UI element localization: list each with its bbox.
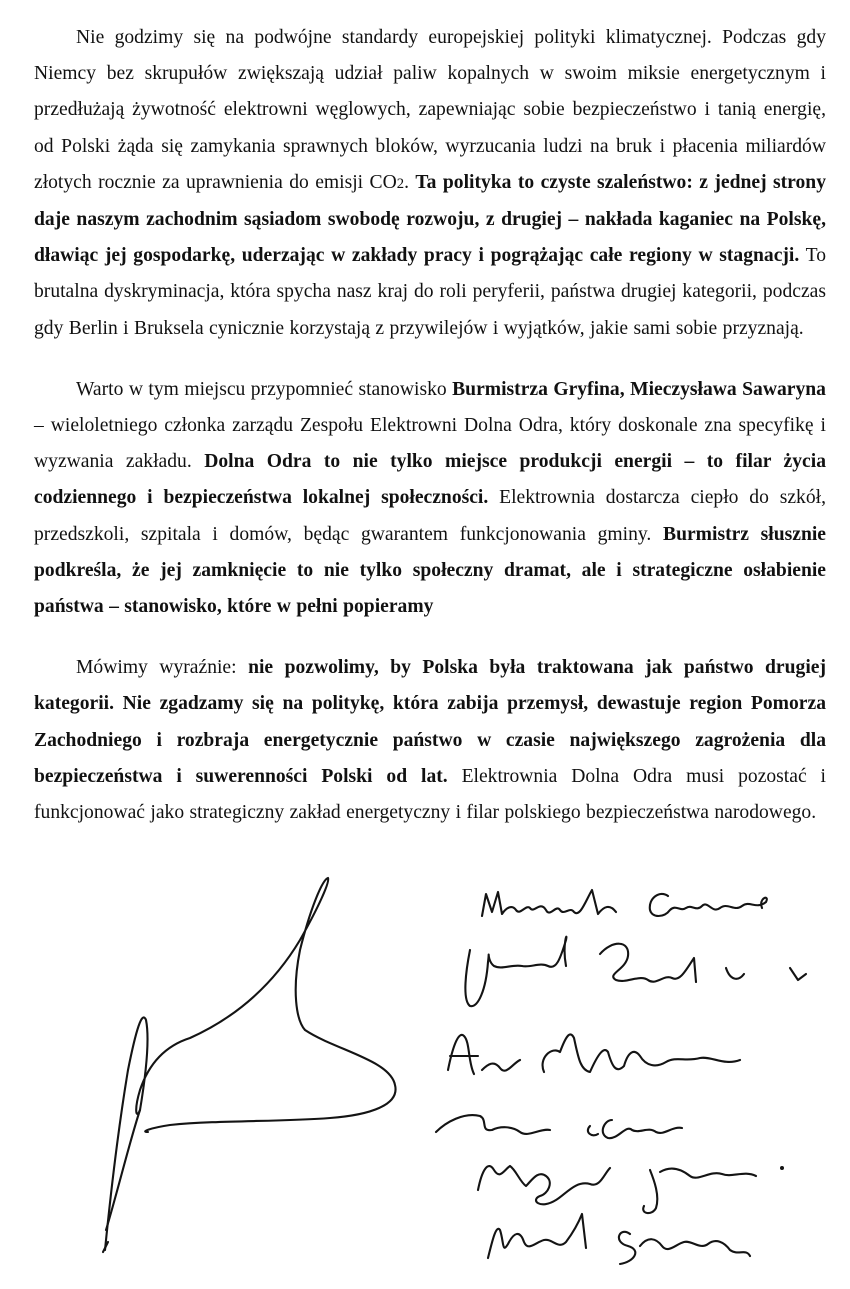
paragraph-1 bbox=[34, 20, 826, 347]
paragraph-1-punct: . bbox=[404, 171, 416, 193]
paragraph-2-intro: Warto w tym miejscu przypomnieć stanowisko bbox=[76, 378, 453, 400]
paragraph-2 bbox=[34, 372, 826, 625]
paragraph-2-text: – wieloletniego członka zarządu Zespołu Elektrowni Dolna Odra, który doskonale zna specyfikę i wyzwania zakładu. bbox=[34, 415, 826, 473]
paragraph-2-bold-1: Dolna Odra to nie tylko miejsce produkcji energii – to filar życia codziennego i bezpieczeństwa lokalnej społeczności. bbox=[34, 451, 826, 509]
signatures-area bbox=[0, 870, 850, 1289]
paragraph-3 bbox=[34, 650, 826, 831]
co2-subscript: 2 bbox=[396, 175, 405, 192]
signature-szalabawka bbox=[448, 1034, 740, 1074]
paragraph-3-bold: nie pozwolimy, by Polska była traktowana jak państwo drugiej kategorii. Nie zgadzamy się na politykę, która zabija przemysł, dewastuje region Pomorza Zachodniego i rozbraja energetycznie państwo w czasie największego zagrożenia dla bezpieczeństwa i suwerenności Polski od lat. bbox=[34, 657, 826, 787]
signature-dobrzynski bbox=[436, 1115, 682, 1138]
paragraph-1-bold: Ta polityka to czyste szaleństwo: z jednej strony daje naszym zachodnim sąsiadom swobodę rozwoju, z drugiej – nakłada kaganiec na Polskę, dławiąc jej gospodarkę, uderzając w zakłady pracy i pogrążając całe regiony w stagnacji. bbox=[34, 171, 826, 267]
paragraph-2-mid: Elektrownia dostarcza ciepło do szkół, przedszkoli, szpitala i domów, będąc gwarantem funkcjonowania gminy. bbox=[34, 487, 826, 545]
mayor-name: Burmistrza Gryfina, Mieczysława Sawaryna bbox=[452, 378, 826, 400]
paragraph-1-text: Nie godzimy się na podwójne standardy europejskiej polityki klimatycznej. Podczas gdy Niemcy bez skrupułów zwiększają udział paliw kopalnych w swoim miksie energetycznym i przedłużają żywotność elektrowni węglowych, zapewniając sobie bezpieczeństwo i tanią energię, od Polski żąda się zamykania sprawnych bloków, wyrzucania ludzi na bruk i płacenia miliardów złotych rocznie za uprawnienia do emisji CO bbox=[34, 27, 826, 193]
signature-jach bbox=[478, 1166, 784, 1213]
signature-grobarczyk bbox=[488, 1214, 750, 1264]
signature-large-loop bbox=[103, 878, 396, 1252]
paragraph-3-intro: Mówimy wyraźnie: bbox=[76, 657, 249, 679]
paragraph-1-tail: To brutalna dyskryminacja, która spycha nasz kraj do roli peryferii, państwa drugiej kategorii, podczas gdy Berlin i Bruksela cynicznie korzystają z przywilejów i wyjątków, jakie sami sobie przyznają. bbox=[34, 245, 826, 339]
signatures-svg bbox=[0, 870, 850, 1289]
paragraph-3-tail: Elektrownia Dolna Odra musi pozostać i funkcjonować jako strategiczny zakład energetyczny i filar polskiego bezpieczeństwa narodowego. bbox=[34, 765, 826, 824]
paragraph-2-bold-2: Burmistrz słusznie podkreśla, że jej zamknięcie to nie tylko społeczny dramat, ale i strategiczne osłabienie państwa – stanowisko, które w pełni popieramy bbox=[34, 523, 826, 618]
signature-golinska bbox=[482, 890, 767, 916]
signature-rzepa bbox=[465, 937, 806, 1006]
statement-body bbox=[34, 20, 826, 856]
